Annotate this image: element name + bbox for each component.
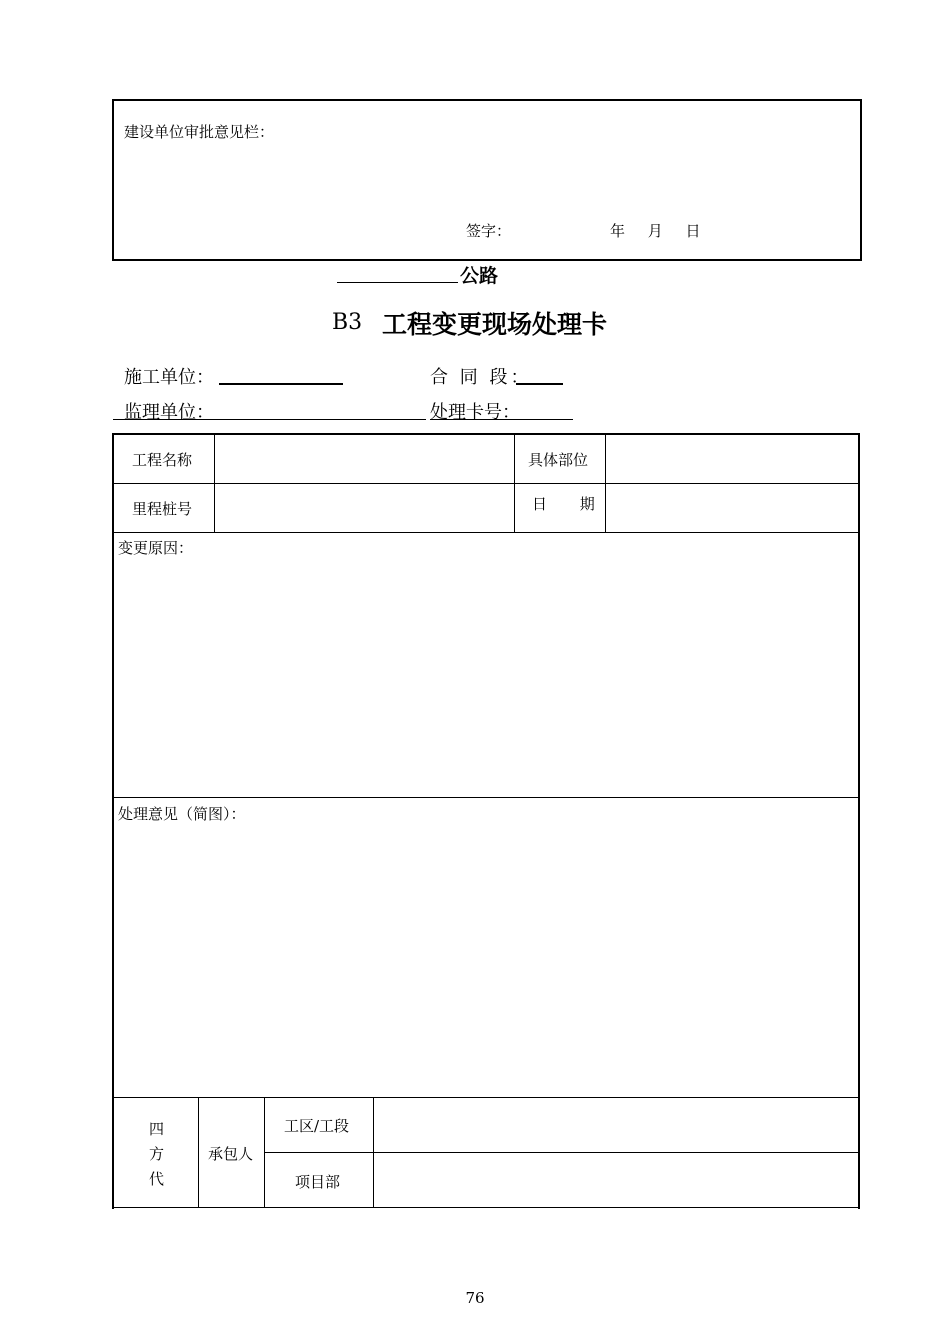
four-parties-char-3: 代 [149,1170,165,1188]
location-label: 具体部位 [528,451,589,469]
road-name-blank[interactable] [337,282,458,283]
handling-opinion-field[interactable] [114,819,858,1096]
change-reason-label: 变更原因： [118,539,194,557]
form-code: B3 [332,310,363,335]
construction-unit-field[interactable] [219,383,343,385]
mileage-field[interactable] [215,484,514,532]
change-reason-field[interactable] [114,553,858,797]
four-parties-char-2: 方 [149,1145,165,1163]
four-parties-char-1: 四 [149,1120,165,1138]
sign-label: 签字： [466,222,512,240]
mileage-label: 里程桩号 [132,500,193,518]
date-label: 日 期 [532,495,595,513]
page-number: 76 [465,1289,485,1307]
contract-section-label: 合 同 段： [430,367,532,388]
construction-unit-label: 施工单位： [124,367,214,388]
approval-label: 建设单位审批意见栏： [124,123,275,141]
supervision-unit-label: 监理单位： [124,402,214,423]
project-name-label: 工程名称 [132,451,193,469]
col-divider-4 [198,1097,199,1208]
date-field[interactable] [606,484,858,532]
project-dept-signature-field[interactable] [374,1153,858,1207]
project-name-field[interactable] [215,435,514,483]
row-divider-6 [264,1152,373,1153]
work-area-label: 工区/工段 [284,1117,350,1135]
row-divider-3 [112,797,860,798]
handling-opinion-label: 处理意见（简图）： [118,805,246,823]
page-title: 工程变更现场处理卡 [382,310,608,339]
supervision-unit-field[interactable] [113,419,426,420]
contractor-label: 承包人 [208,1145,254,1163]
row-divider-2 [112,532,860,533]
approval-box [112,99,862,261]
approval-date-label: 年 月 日 [610,222,701,240]
change-form-table [112,433,860,1209]
card-number-label: 处理卡号： [430,402,520,423]
form-border-right [858,433,860,1209]
card-number-field[interactable] [430,419,573,420]
location-field[interactable] [606,435,858,483]
project-dept-label: 项目部 [295,1173,341,1191]
col-divider-2 [514,433,515,533]
road-suffix: 公路 [460,265,499,287]
contract-section-field[interactable] [516,383,563,385]
work-area-signature-field[interactable] [374,1098,858,1152]
form-border-bottom [112,1207,860,1208]
